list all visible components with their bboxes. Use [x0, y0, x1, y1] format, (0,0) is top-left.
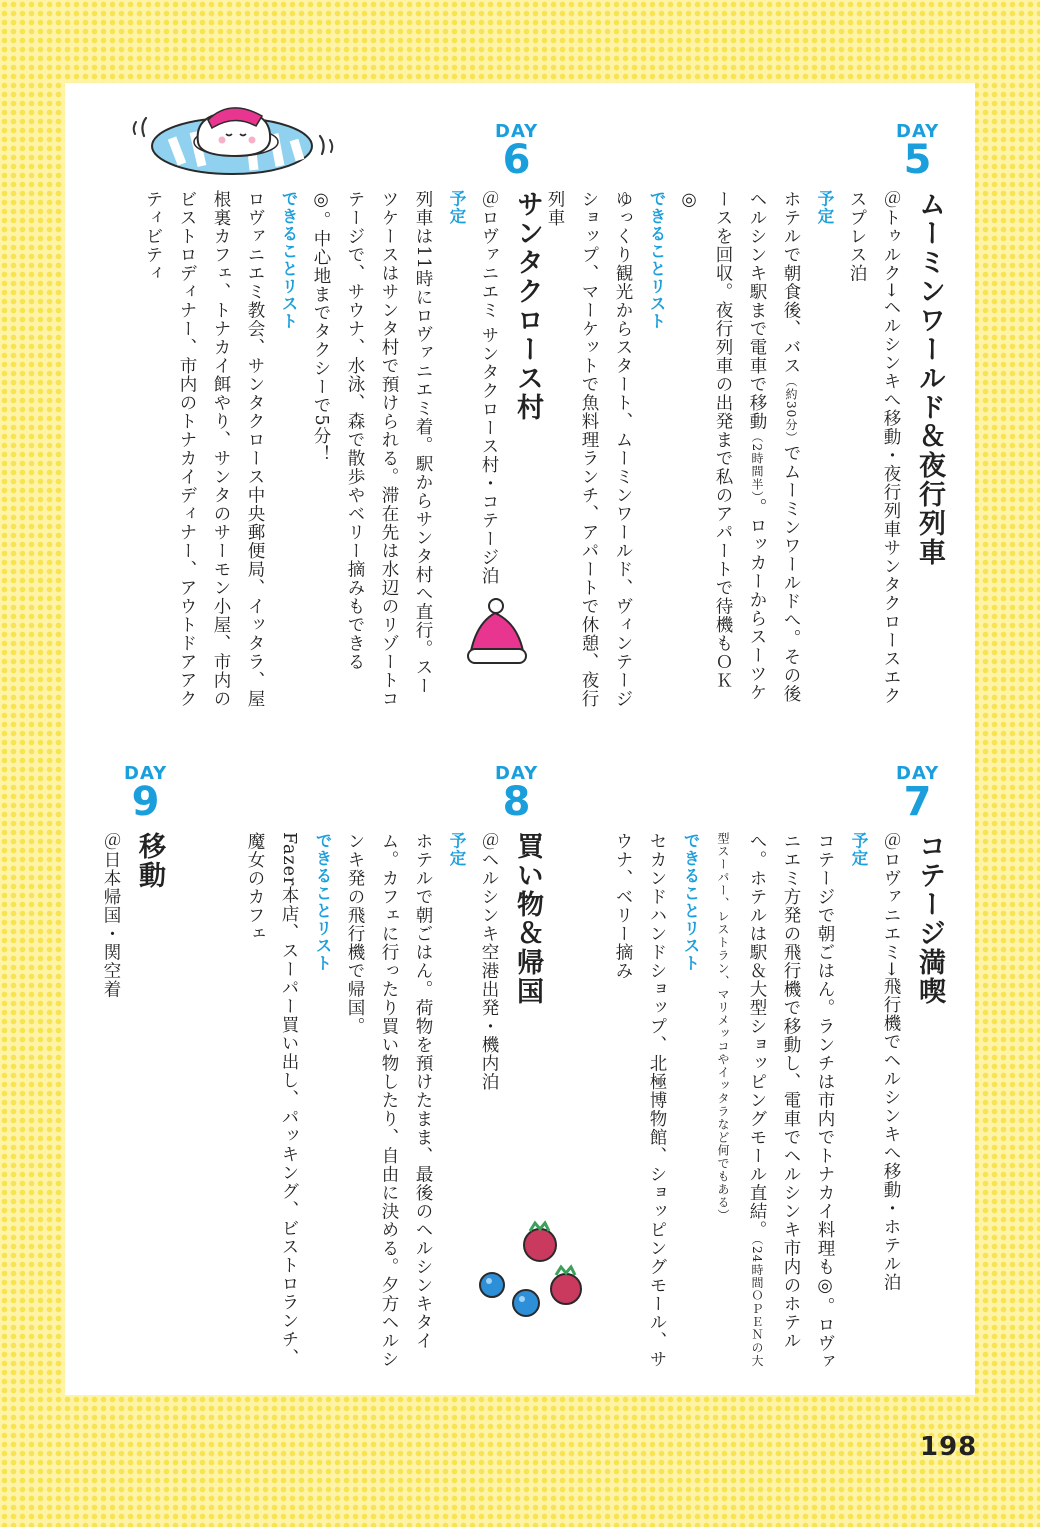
- page-number: 198: [920, 1432, 978, 1462]
- day-word: DAY: [896, 121, 940, 142]
- raspberry-icon: [551, 1267, 581, 1304]
- plan-label: 予定: [815, 190, 834, 225]
- day-title: 移動: [134, 832, 165, 890]
- todo-list-text: ゆっくり観光からスタート、ムーミンワールド、ヴィンテージショップ、マーケットで魚料理ランチ、アパートで休憩、夜行列車: [545, 190, 633, 708]
- plan-text: コテージで朝ごはん。ランチは市内でトナカイ料理も◎。ロヴァニエミ方発の飛行機で移動し、電車でヘルシンキ市内のホテルへ。ホテルは駅＆大型ショッピングモール直結。（24時間ＯＰＥＮの大型スーパー、レストラン、マリメッコやイッタラなど何でもある）: [716, 832, 835, 1371]
- day-7-text: [606, 832, 950, 1372]
- todo-list-text: Fazer本店、スーパー買い出し、パッキング、ビストロランチ、魔女のカフェ: [245, 832, 299, 1368]
- day-word: DAY: [124, 763, 168, 784]
- day-word: DAY: [495, 763, 539, 784]
- todo-list-label: できることリスト: [279, 190, 298, 330]
- day-number: 7: [903, 779, 932, 825]
- day-word: DAY: [896, 763, 940, 784]
- day-8-text: [238, 832, 548, 1372]
- day-location: ＠ヘルシンキ空港出発・機内泊: [479, 832, 499, 1091]
- day-title: ムーミンワールド＆夜行列車: [914, 190, 945, 567]
- day-location: ＠日本帰国・関空着: [101, 832, 121, 999]
- plan-text: ホテルで朝食後、バス（約30分）でムーミンワールドへ。その後ヘルシンキ駅まで電車で移動（2時間半）。ロッカーからスーツケースを回収。夜行列車の出発まで私のアパートで待機もＯＫ◎: [679, 190, 801, 704]
- day-title: サンタクロース村: [512, 190, 543, 422]
- day-5-text: [538, 190, 950, 710]
- day-location: ＠トゥルク→ヘルシンキへ移動・夜行列車サンタクロースエクスプレス泊: [847, 190, 901, 706]
- plan-text: 列車は11時にロヴァニエミ着。駅からサンタ村へ直行。スーツケースはサンタ村で預けられる。滞在先は水辺のリゾートコテージで、サウナ、水泳、森で散歩やベリー摘みもできる◎。中心地までタクシーで5分！: [311, 190, 433, 708]
- todo-list-label: できることリスト: [313, 832, 332, 972]
- day-6-tag: [495, 121, 539, 183]
- todo-list-label: できることリスト: [681, 832, 700, 972]
- day-number: 5: [903, 137, 932, 183]
- day-number: 9: [131, 779, 160, 825]
- day-9-tag: [124, 763, 168, 825]
- day-8-tag: [495, 763, 539, 825]
- day-location: ＠ロヴァニエミ サンタクロース村・コテージ泊: [479, 190, 499, 586]
- plan-label: 予定: [447, 832, 466, 867]
- ghost-swim-ring-illustration: [132, 96, 336, 184]
- day-title: コテージ満喫: [914, 832, 945, 1006]
- todo-list-label: できることリスト: [647, 190, 666, 330]
- day-6-text: [136, 190, 548, 710]
- day-word: DAY: [495, 121, 539, 142]
- plan-label: 予定: [447, 190, 466, 225]
- todo-list-text: ロヴァニエミ教会、サンタクロース中央郵便局、イッタラ、屋根裏カフェ、トナカイ餌やり、サンタのサーモン小屋、市内のビストロディナー、市内のトナカイディナー、アウトドアアクティビティ: [143, 190, 265, 708]
- day-number: 8: [502, 779, 531, 825]
- day-location: ＠ロヴァニエミ→飛行機でヘルシンキへ移動・ホテル泊: [881, 832, 901, 1292]
- day-7-tag: [896, 763, 940, 825]
- day-9-text: [94, 832, 170, 1372]
- day-5-tag: [896, 121, 940, 183]
- day-title: 買い物＆帰国: [512, 832, 543, 1006]
- day-number: 6: [502, 137, 531, 183]
- todo-list-text: セカンドハンドショップ、北極博物館、ショッピングモール、サウナ、ベリー摘み: [613, 832, 667, 1369]
- plan-label: 予定: [849, 832, 868, 867]
- plan-text: ホテルで朝ごはん。荷物を預けたまま、最後のヘルシンキタイム。カフェに行ったり買い物したり、自由に決める。夕方ヘルシンキ発の飛行機で帰国。: [345, 832, 433, 1369]
